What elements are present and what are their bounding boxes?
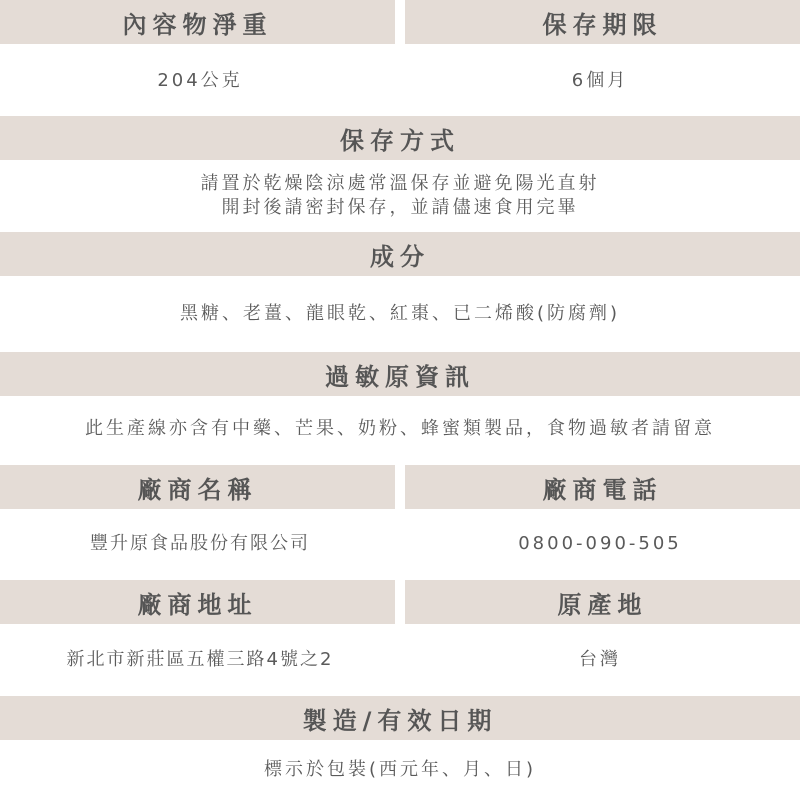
maker-phone-cell <box>400 512 800 576</box>
date-label: 製造/有效日期 <box>302 706 498 735</box>
origin-value: 台灣 <box>579 649 621 670</box>
shelf-life-value: 6個月 <box>571 70 629 91</box>
ingredients-header <box>0 232 800 276</box>
maker-name-label: 廠商名稱 <box>137 475 258 504</box>
allergen-label: 過敏原資訊 <box>325 362 475 391</box>
net-weight-header <box>0 0 395 44</box>
date-header <box>0 696 800 740</box>
storage-line-1: 請置於乾燥陰涼處常溫保存並避免陽光直射 <box>200 173 600 194</box>
maker-name-value: 豐升原食品股份有限公司 <box>90 533 310 554</box>
maker-phone-label: 廠商電話 <box>542 475 663 504</box>
ingredients-cell <box>0 280 800 348</box>
storage-label: 保存方式 <box>340 126 460 155</box>
storage-header <box>0 116 800 160</box>
maker-address-cell <box>0 628 400 692</box>
origin-cell <box>400 628 800 692</box>
maker-name-cell <box>0 512 400 576</box>
maker-phone-value: 0800-090-505 <box>518 533 682 554</box>
shelf-life-cell <box>400 50 800 112</box>
storage-cell <box>0 162 800 230</box>
date-value: 標示於包裝(西元年、月、日) <box>263 759 537 780</box>
origin-label: 原產地 <box>557 590 648 619</box>
origin-header <box>405 580 800 624</box>
maker-address-label: 廠商地址 <box>137 590 258 619</box>
net-weight-value: 204公克 <box>157 70 243 91</box>
net-weight-cell <box>0 50 400 112</box>
allergen-header <box>0 352 800 396</box>
shelf-life-header <box>405 0 800 44</box>
ingredients-value: 黑糖、老薑、龍眼乾、紅棗、已二烯酸(防腐劑) <box>179 303 621 324</box>
maker-address-header <box>0 580 395 624</box>
storage-line-2: 開封後請密封保存，並請儘速食用完畢 <box>221 197 579 218</box>
maker-name-header <box>0 465 395 509</box>
ingredients-label: 成分 <box>370 242 430 271</box>
net-weight-label: 內容物淨重 <box>122 10 273 39</box>
maker-address-value: 新北市新莊區五權三路4號之2 <box>66 649 334 670</box>
allergen-cell <box>0 398 800 460</box>
allergen-value: 此生產線亦含有中藥、芒果、奶粉、蜂蜜類製品，食物過敏者請留意 <box>85 418 715 439</box>
shelf-life-label: 保存期限 <box>542 10 663 39</box>
maker-phone-header <box>405 465 800 509</box>
date-cell <box>0 742 800 798</box>
